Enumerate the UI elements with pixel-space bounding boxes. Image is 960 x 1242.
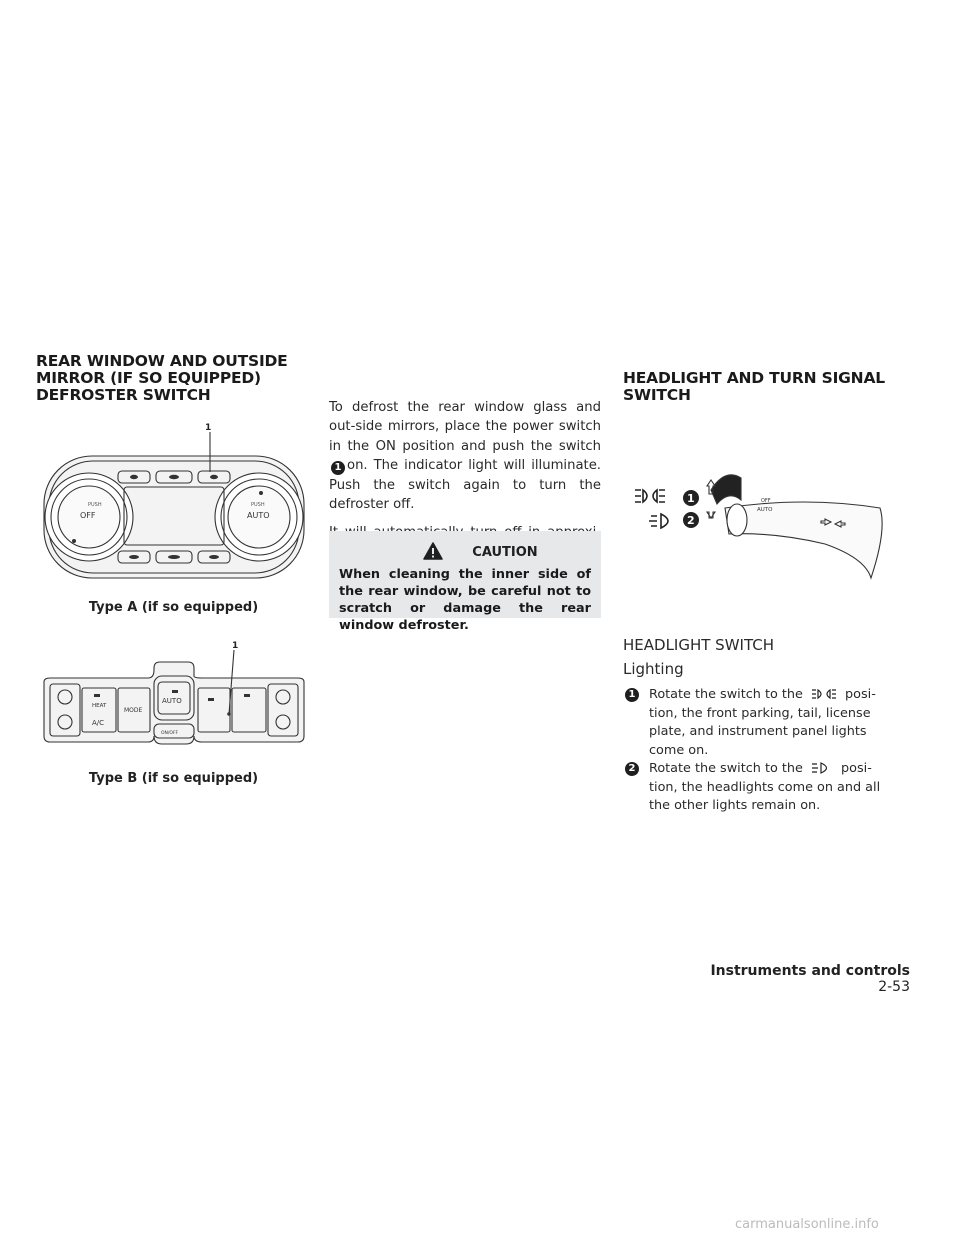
knob-left-label: OFF (80, 511, 96, 520)
item-text-part: tion, the front parking, tail, license plate, and instrument panel lights come on. (649, 705, 871, 758)
auto-label: AUTO (162, 697, 182, 705)
item-text-part: posi- (845, 687, 876, 702)
item-number: 1 (625, 688, 639, 702)
heading-line: HEADLIGHT AND TURN SIGNAL (623, 369, 885, 387)
paragraph (329, 398, 601, 514)
knob-left-push-label: PUSH (88, 502, 102, 508)
warning-triangle-icon (423, 542, 443, 560)
caution-box (329, 531, 601, 633)
callout-2: 2 (687, 514, 695, 527)
subheading-headlight-switch: HEADLIGHT SWITCH (623, 636, 774, 654)
heading-line: MIRROR (IF SO EQUIPPED) (36, 369, 261, 387)
list-item (623, 760, 893, 816)
figure-type-b (36, 640, 311, 750)
parking-light-icon (811, 688, 837, 700)
section-heading-defroster (36, 353, 316, 404)
page-footer (700, 963, 910, 995)
footer-section-title: Instruments and controls (710, 963, 910, 979)
headlight-switch-illustration (625, 460, 895, 590)
item-text-part: posi- (841, 761, 872, 776)
item-text-part: Rotate the switch to the (649, 761, 803, 776)
watermark: carmanualsonline.info (735, 1217, 879, 1232)
heat-label: HEAT (92, 703, 107, 709)
section-heading-headlight (623, 370, 923, 404)
figure-headlight-switch (625, 460, 895, 590)
climate-control-type-b-illustration (36, 640, 311, 750)
headlight-icon (811, 762, 833, 774)
heading-line: DEFROSTER SWITCH (36, 386, 211, 404)
caution-text: When cleaning the inner side of the rear window, be careful not to scratch or damage the rear window defroster. (339, 567, 591, 633)
item-number: 2 (625, 762, 639, 776)
figure-b-caption: Type B (if so equipped) (88, 771, 259, 786)
figure-type-a (36, 420, 311, 595)
heading-line: SWITCH (623, 386, 691, 404)
climate-control-type-a-illustration (36, 420, 311, 595)
callout-1: 1 (205, 423, 212, 433)
paragraph-text: on. The indicator light will illuminate. Push the switch again to turn the defroster off. (329, 458, 601, 513)
ac-label: A/C (92, 719, 105, 727)
stalk-auto-label: AUTO (757, 507, 773, 513)
figure-a-caption: Type A (if so equipped) (88, 600, 259, 615)
item-text (649, 686, 887, 760)
onoff-label: ON/OFF (161, 731, 179, 736)
item-text (649, 760, 887, 816)
knob-right-push-label: PUSH (251, 502, 265, 508)
subheading-lighting: Lighting (623, 660, 684, 678)
paragraph-text: To defrost the rear window glass and out-side mirrors, place the power switch in the ON position and push the switch (329, 400, 601, 454)
item-text-part: Rotate the switch to the (649, 687, 803, 702)
callout-1: 1 (687, 492, 695, 505)
heading-line: REAR WINDOW AND OUTSIDE (36, 352, 288, 370)
list-item (623, 686, 893, 756)
knob-right-label: AUTO (247, 511, 270, 520)
callout-num: 1 (331, 461, 345, 475)
callout-1: 1 (232, 641, 239, 651)
caution-title: CAUTION (472, 545, 538, 560)
mode-label: MODE (124, 707, 143, 714)
item-text-part: tion, the headlights come on and all the other lights remain on. (649, 779, 881, 813)
page-number: 2-53 (878, 979, 910, 995)
stalk-off-label: OFF (761, 498, 771, 504)
